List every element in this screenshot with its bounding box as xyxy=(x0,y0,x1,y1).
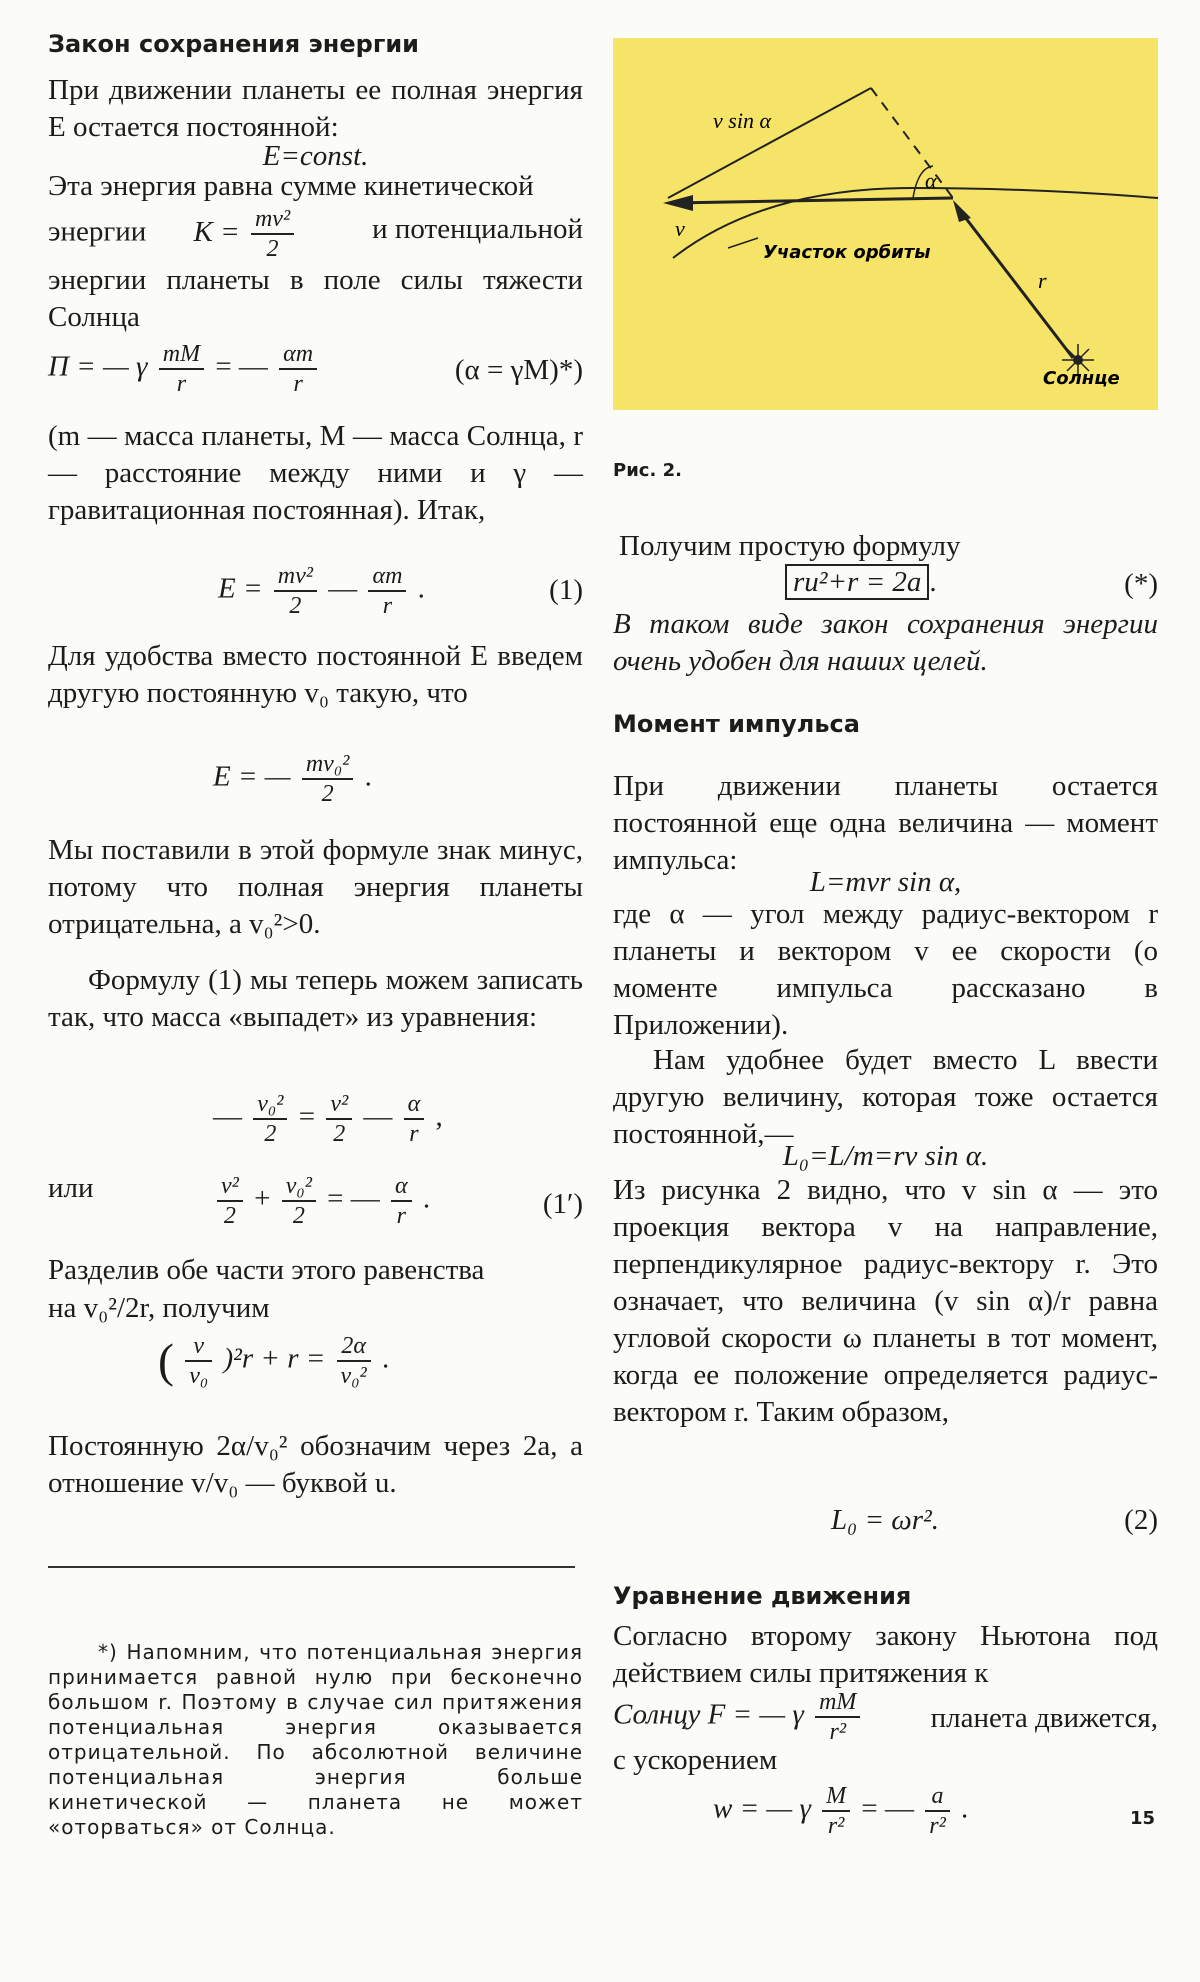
footnote: *) Напомним, что потенциальная энергия принимается равной нулю при бесконечно большом r. Поэтому в случае сил притяжения потенциальная энергия оказывается отрицательной. По абсолютной величине потенциальная энергия больше кинетической — планета не может «оторваться» от Солнца. xyxy=(48,1640,583,1839)
paragraph-divide-a: Разделив обе части этого равенства xyxy=(48,1254,485,1286)
paragraph-acceleration: с ускорением xyxy=(613,1744,778,1776)
paragraph-kinetic-a: Эта энергия равна сумме кинетической xyxy=(48,170,534,202)
equation-divided: ( $\frac{v}{\text{v₀}}$ )²r + r = $\frac{2\alpha}{\text{v₀²}}$ . xyxy=(158,1333,390,1389)
paragraph-variables: (m — масса планеты, M — масса Солнца, r — расстояние между ними и γ — гравитационная постоянная). Итак, xyxy=(48,420,583,526)
velocity-arrowhead xyxy=(663,195,693,211)
radius-arrowhead xyxy=(953,200,971,222)
paragraph-projection: Из рисунка 2 видно, что v sin α — это проекция вектора v на направление, перпендикулярное радиус-вектору r. Это означает, что величина (v sin α)/r равна угловой скорости ω планеты в тот момент, когда ее положение определяется радиус-вектором r. Таким образом, xyxy=(613,1174,1158,1428)
dashed-line xyxy=(871,88,953,198)
equation-e-v0: E = — $\frac{\text{mv₀²}}{2}$ . xyxy=(213,751,372,807)
heading-angular-momentum: Момент импульса xyxy=(613,710,860,738)
label-orbit: Участок орбиты xyxy=(763,242,931,263)
paragraph-energy-form: В таком виде закон сохранения энергии очень удобен для наших целей. xyxy=(613,608,1158,677)
vsin-line xyxy=(668,88,871,198)
paragraph-convenience: Для удобства вместо постоянной E введем другую постоянную v₀ такую, что xyxy=(48,640,583,709)
paragraph-simple-formula: Получим простую формулу xyxy=(619,530,961,562)
equation-1-prime: $\frac{\text{v²}}{2}$ + $\frac{\text{v₀²}}{2}$ = — $\frac{\alpha}{r}$ . xyxy=(213,1172,430,1230)
radius-vector xyxy=(958,208,1073,358)
label-r: r xyxy=(1038,268,1047,293)
heading-energy-conservation: Закон сохранения энергии xyxy=(48,30,419,58)
formula-force: Солнцу F = — γ $\frac{mM}{\text{r²}}$ планета движется, xyxy=(613,1689,1158,1745)
equation-acceleration: w = — γ $\frac{M}{\text{r²}}$ = — $\frac{a}{\text{r²}}$ . xyxy=(713,1783,969,1839)
formula-L0: L₀=L/m=rv sin α. xyxy=(782,1140,989,1172)
formula-e-const: E=const. xyxy=(262,140,369,172)
equation-2-number: (2) xyxy=(1124,1504,1158,1536)
paragraph-angular-momentum: При движении планеты остается постоянной еще одна величина — момент импульса: xyxy=(613,770,1158,876)
equation-1-number: (1) xyxy=(549,574,583,606)
paragraph-total-energy: При движении планеты ее полная энергия E остается постоянной: xyxy=(48,74,583,143)
orbit-pointer xyxy=(728,238,758,248)
velocity-vector xyxy=(673,198,953,203)
boxed-formula: ru²+r = 2a . xyxy=(785,566,937,599)
equation-1-prime-number: (1′) xyxy=(542,1188,583,1220)
label-v: v xyxy=(675,216,685,241)
footnote-divider xyxy=(48,1566,575,1568)
equation-1: E = $\frac{\text{mv²}}{2}$ — $\frac{\alpha m}{r}$ . xyxy=(218,563,425,619)
label-sun: Солнце xyxy=(1043,368,1120,389)
paragraph-divide-b: на v₀²/2r, получим xyxy=(48,1292,270,1324)
paragraph-minus-sign: Мы поставили в этой формуле знак минус, потому что полная энергия планеты отрицательна, а v₀²>0. xyxy=(48,834,583,940)
heading-equation-of-motion: Уравнение движения xyxy=(613,1582,912,1610)
orbit-diagram xyxy=(613,38,1158,410)
formula-potential: П = — γ $\frac{mM}{r}$ = — $\frac{\alpha m}{r}$ (α = γM)*) xyxy=(48,341,583,397)
formula-kinetic: энергии K = $\frac{\text{mv²}}{2}$ и потенциальной xyxy=(48,206,583,262)
page-number: 15 xyxy=(1130,1808,1156,1829)
figure-caption: Рис. 2. xyxy=(613,460,682,481)
boxed-formula-number: (*) xyxy=(1124,568,1158,600)
paragraph-potential: энергии планеты в поле силы тяжести Солнца xyxy=(48,264,583,333)
label-alpha: α xyxy=(925,168,937,193)
formula-L: L=mvr sin α, xyxy=(809,866,962,898)
paragraph-notation: Постоянную 2α/v₀² обозначим через 2a, а отношение v/v₀ — буквой u. xyxy=(48,1430,583,1499)
paragraph-newton: Согласно второму закону Ньютона под действием силы притяжения к xyxy=(613,1620,1158,1689)
figure-2 xyxy=(613,38,1158,410)
paragraph-angle: где α — угол между радиус-вектором r планеты и вектором v ее скорости (о моменте импульса рассказано в Приложении). xyxy=(613,898,1158,1041)
label-vsin: v sin α xyxy=(713,108,771,133)
equation-2: L₀ = ωr². xyxy=(831,1504,939,1536)
paragraph-new-quantity: Нам удобнее будет вместо L ввести другую величину, которая тоже остается постоянной,— xyxy=(613,1044,1158,1150)
word-or: или xyxy=(48,1172,94,1204)
paragraph-rewrite: Формулу (1) мы теперь можем записать так, что масса «выпадет» из уравнения: xyxy=(48,964,583,1033)
equation-mass-free: — $\frac{\text{v₀²}}{2}$ = $\frac{\text{v²}}{2}$ — $\frac{\alpha}{r}$ , xyxy=(213,1091,443,1147)
